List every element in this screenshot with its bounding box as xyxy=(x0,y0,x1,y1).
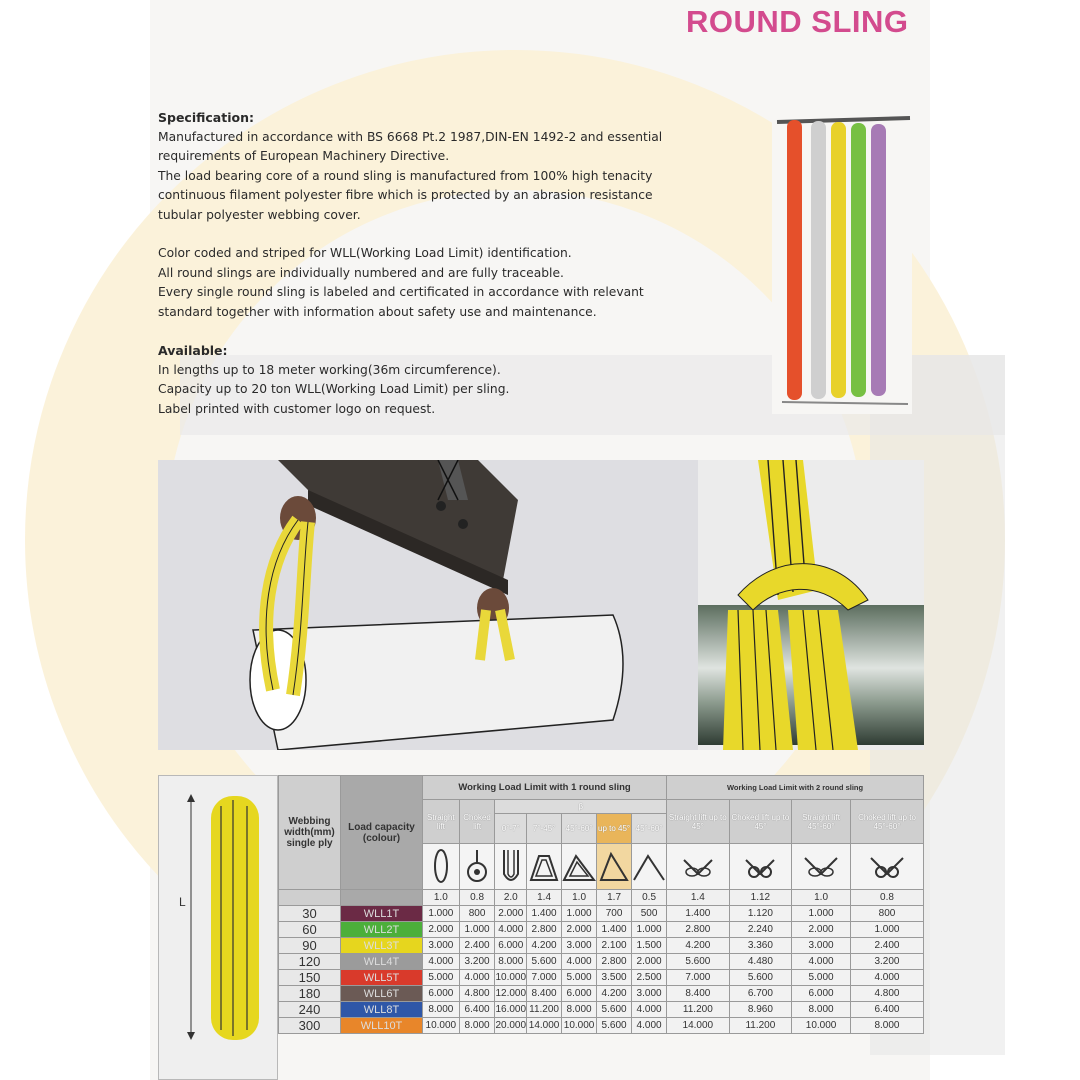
hanging-slings-photo xyxy=(772,112,912,414)
capacity-cell: WLL8T xyxy=(341,1002,423,1018)
icon-straight-lift xyxy=(423,844,460,890)
wll-value-cell: 1.400 xyxy=(597,922,632,938)
spec-line: Manufactured in accordance with BS 6668 Pt.2 1987,DIN-EN 1492-2 and essential xyxy=(158,129,663,144)
wll-value-cell: 2.400 xyxy=(459,938,495,954)
wll-value-cell: 4.800 xyxy=(459,986,495,1002)
wll-value-cell: 8.000 xyxy=(562,1002,597,1018)
wll-value-cell: 2.800 xyxy=(597,954,632,970)
wll-value-cell: 4.200 xyxy=(527,938,562,954)
capacity-cell: WLL6T xyxy=(341,986,423,1002)
webbing-width-cell: 120 xyxy=(279,954,341,970)
table-row xyxy=(279,954,924,970)
spec-line: All round slings are individually numbered and are fully traceable. xyxy=(158,265,564,280)
wll-value-cell: 5.600 xyxy=(597,1018,632,1034)
wll-value-cell: 4.000 xyxy=(562,954,597,970)
wll-value-cell: 4.000 xyxy=(632,1018,667,1034)
wll-value-cell: 1.000 xyxy=(423,906,460,922)
wll-value-cell: 1.400 xyxy=(667,906,730,922)
spec-line: Color coded and striped for WLL(Working Load Limit) identification. xyxy=(158,246,572,260)
icon-2sling-straight xyxy=(667,844,730,890)
webbing-width-cell: 30 xyxy=(279,906,341,922)
wll-value-cell: 8.960 xyxy=(729,1002,792,1018)
spec-line: tubular polyester webbing cover. xyxy=(158,207,361,222)
wll-value-cell: 4.000 xyxy=(850,970,923,986)
subheader: Straight lift 45°-60° xyxy=(792,800,851,844)
wll-value-cell: 8.000 xyxy=(423,1002,460,1018)
subheader: 7°-45° xyxy=(527,814,562,844)
wll-value-cell: 10.000 xyxy=(562,1018,597,1034)
wll-value-cell: 16.000 xyxy=(495,1002,527,1018)
usage-illustration xyxy=(158,460,924,750)
wll-value-cell: 8.400 xyxy=(527,986,562,1002)
wll-value-cell: 1.120 xyxy=(729,906,792,922)
wll-value-cell: 6.000 xyxy=(792,986,851,1002)
length-label: L xyxy=(179,895,186,909)
wll-value-cell: 2.000 xyxy=(792,922,851,938)
factor-cell: 1.0 xyxy=(562,890,597,906)
wll-value-cell: 8.000 xyxy=(792,1002,851,1018)
wll-value-cell: 11.200 xyxy=(527,1002,562,1018)
wll-value-cell: 14.000 xyxy=(527,1018,562,1034)
subheader: 45°-60° xyxy=(632,814,667,844)
subheader: Choked lift xyxy=(459,800,495,844)
wll-value-cell: 8.000 xyxy=(850,1018,923,1034)
wll-value-cell: 6.000 xyxy=(423,986,460,1002)
wll-value-cell: 700 xyxy=(597,906,632,922)
icon-2sling-choked-45-60 xyxy=(850,844,923,890)
factor-cell: 1.12 xyxy=(729,890,792,906)
wll-value-cell: 5.600 xyxy=(729,970,792,986)
subheader: Choked lift up to 45° xyxy=(729,800,792,844)
wll-value-cell: 1.000 xyxy=(850,922,923,938)
wll-value-cell: 4.000 xyxy=(495,922,527,938)
wll-value-cell: 1.000 xyxy=(459,922,495,938)
sling-strand xyxy=(787,120,802,400)
wll-value-cell: 6.700 xyxy=(729,986,792,1002)
subheader: Straight lift xyxy=(423,800,460,844)
wll-value-cell: 10.000 xyxy=(423,1018,460,1034)
wll-value-cell: 3.000 xyxy=(562,938,597,954)
sling-strand xyxy=(831,122,846,398)
spec-line: requirements of European Machinery Directive. xyxy=(158,149,450,163)
wll-value-cell: 1.500 xyxy=(632,938,667,954)
capacity-cell: WLL3T xyxy=(341,938,423,954)
wll-table xyxy=(278,775,924,1034)
wll-value-cell: 3.000 xyxy=(632,986,667,1002)
wll-value-cell: 6.400 xyxy=(459,1002,495,1018)
icon-2sling-straight-45-60 xyxy=(792,844,851,890)
wll-value-cell: 5.600 xyxy=(527,954,562,970)
table-row xyxy=(279,938,924,954)
wll-value-cell: 3.000 xyxy=(792,938,851,954)
spec-line: continuous filament polyester fibre which is protected by an abrasion resistance xyxy=(158,188,653,202)
wll-value-cell: 4.000 xyxy=(792,954,851,970)
factor-cell: 0.8 xyxy=(459,890,495,906)
subheader: Choked lift up to 45°-60° xyxy=(850,800,923,844)
wll-value-cell: 2.500 xyxy=(632,970,667,986)
wll-value-cell: 10.000 xyxy=(495,970,527,986)
wll-value-cell: 5.000 xyxy=(562,970,597,986)
wll-value-cell: 5.600 xyxy=(597,1002,632,1018)
wll-value-cell: 2.000 xyxy=(495,906,527,922)
sling-length-diagram xyxy=(158,775,278,1080)
spec-heading: Specification: xyxy=(158,110,254,125)
icon-basket-7-45 xyxy=(527,844,562,890)
wll-value-cell: 14.000 xyxy=(667,1018,730,1034)
table-row xyxy=(279,986,924,1002)
wll-value-cell: 5.000 xyxy=(423,970,460,986)
capacity-cell: WLL4T xyxy=(341,954,423,970)
wll-value-cell: 4.800 xyxy=(850,986,923,1002)
factor-cell: 1.0 xyxy=(792,890,851,906)
icon-basket-up-to-45 xyxy=(597,844,632,890)
wll-value-cell: 1.000 xyxy=(562,906,597,922)
wll-value-cell: 3.360 xyxy=(729,938,792,954)
wll-value-cell: 2.100 xyxy=(597,938,632,954)
spec-text-block xyxy=(158,108,738,419)
group-header-2-sling: Working Load Limit with 2 round sling xyxy=(667,776,924,800)
wll-value-cell: 10.000 xyxy=(792,1018,851,1034)
wll-value-cell: 1.400 xyxy=(527,906,562,922)
subheader: 0°-7° xyxy=(495,814,527,844)
wll-value-cell: 11.200 xyxy=(729,1018,792,1034)
wll-value-cell: 4.000 xyxy=(423,954,460,970)
wll-value-cell: 3.500 xyxy=(597,970,632,986)
available-line: Label printed with customer logo on request. xyxy=(158,401,436,416)
wll-value-cell: 11.200 xyxy=(667,1002,730,1018)
page-title: ROUND SLING xyxy=(686,4,909,39)
wll-value-cell: 3.200 xyxy=(850,954,923,970)
factor-cell: 1.0 xyxy=(423,890,460,906)
col-header-capacity: Load capacity (colour) xyxy=(341,776,423,890)
wll-value-cell: 5.000 xyxy=(792,970,851,986)
capacity-cell: WLL2T xyxy=(341,922,423,938)
subheader: 45°-60° xyxy=(562,814,597,844)
webbing-width-cell: 150 xyxy=(279,970,341,986)
icon-2sling-choked xyxy=(729,844,792,890)
sling-strand xyxy=(851,123,866,397)
available-line: Capacity up to 20 ton WLL(Working Load Limit) per sling. xyxy=(158,382,510,396)
wll-value-cell: 500 xyxy=(632,906,667,922)
wll-value-cell: 6.400 xyxy=(850,1002,923,1018)
available-line: In lengths up to 18 meter working(36m circumference). xyxy=(158,362,501,377)
wll-value-cell: 4.000 xyxy=(459,970,495,986)
wll-value-cell: 2.000 xyxy=(423,922,460,938)
webbing-width-cell: 90 xyxy=(279,938,341,954)
wll-value-cell: 800 xyxy=(850,906,923,922)
group-header-1-sling: Working Load Limit with 1 round sling xyxy=(423,776,667,800)
wll-value-cell: 2.400 xyxy=(850,938,923,954)
wll-value-cell: 6.000 xyxy=(495,938,527,954)
wll-value-cell: 7.000 xyxy=(667,970,730,986)
capacity-cell: WLL5T xyxy=(341,970,423,986)
wll-value-cell: 1.000 xyxy=(792,906,851,922)
wll-value-cell: 20.000 xyxy=(495,1018,527,1034)
subheader: up to 45° xyxy=(597,814,632,844)
sling-strand xyxy=(871,124,886,396)
wll-value-cell: 800 xyxy=(459,906,495,922)
icon-basket-vertical xyxy=(495,844,527,890)
factor-cell: 0.8 xyxy=(850,890,923,906)
table-row xyxy=(279,1018,924,1034)
webbing-width-cell: 60 xyxy=(279,922,341,938)
spec-line: standard together with information about safety use and maintenance. xyxy=(158,304,597,319)
wll-value-cell: 5.600 xyxy=(667,954,730,970)
wll-value-cell: 3.200 xyxy=(459,954,495,970)
wll-value-cell: 6.000 xyxy=(562,986,597,1002)
icon-choked-lift xyxy=(459,844,495,890)
table-row xyxy=(279,970,924,986)
wll-value-cell: 2.800 xyxy=(667,922,730,938)
factor-cell: 1.7 xyxy=(597,890,632,906)
factor-cell: 1.4 xyxy=(667,890,730,906)
beam-lifting-drawing xyxy=(158,460,698,750)
icon-basket-45-60 xyxy=(562,844,597,890)
wll-value-cell: 2.000 xyxy=(562,922,597,938)
beta-header: β xyxy=(495,800,667,814)
wll-value-cell: 4.200 xyxy=(667,938,730,954)
wll-value-cell: 4.000 xyxy=(632,1002,667,1018)
wll-value-cell: 8.400 xyxy=(667,986,730,1002)
capacity-cell: WLL10T xyxy=(341,1018,423,1034)
wll-value-cell: 2.800 xyxy=(527,922,562,938)
wll-value-cell: 12.000 xyxy=(495,986,527,1002)
wll-value-cell: 1.000 xyxy=(632,922,667,938)
wll-value-cell: 8.000 xyxy=(495,954,527,970)
webbing-width-cell: 180 xyxy=(279,986,341,1002)
icon-basket-45-60b xyxy=(632,844,667,890)
wll-value-cell: 7.000 xyxy=(527,970,562,986)
col-header-webbing: Webbing width(mm) single ply xyxy=(279,776,341,890)
available-heading: Available: xyxy=(158,343,228,358)
capacity-cell: WLL1T xyxy=(341,906,423,922)
subheader: Straight lift up to 45° xyxy=(667,800,730,844)
spec-line: The load bearing core of a round sling is manufactured from 100% high tenacity xyxy=(158,168,653,183)
wll-value-cell: 3.000 xyxy=(423,938,460,954)
factor-cell: 0.5 xyxy=(632,890,667,906)
choked-sling-photo xyxy=(698,460,924,750)
wll-value-cell: 8.000 xyxy=(459,1018,495,1034)
table-row xyxy=(279,906,924,922)
webbing-width-cell: 300 xyxy=(279,1018,341,1034)
wll-value-cell: 2.000 xyxy=(632,954,667,970)
wll-value-cell: 4.200 xyxy=(597,986,632,1002)
factor-cell: 2.0 xyxy=(495,890,527,906)
wll-value-cell: 2.240 xyxy=(729,922,792,938)
factor-cell: 1.4 xyxy=(527,890,562,906)
spec-line: Every single round sling is labeled and certificated in accordance with relevant xyxy=(158,285,644,299)
sling-strand xyxy=(811,121,826,399)
table-row xyxy=(279,922,924,938)
table-row xyxy=(279,1002,924,1018)
webbing-width-cell: 240 xyxy=(279,1002,341,1018)
wll-value-cell: 4.480 xyxy=(729,954,792,970)
